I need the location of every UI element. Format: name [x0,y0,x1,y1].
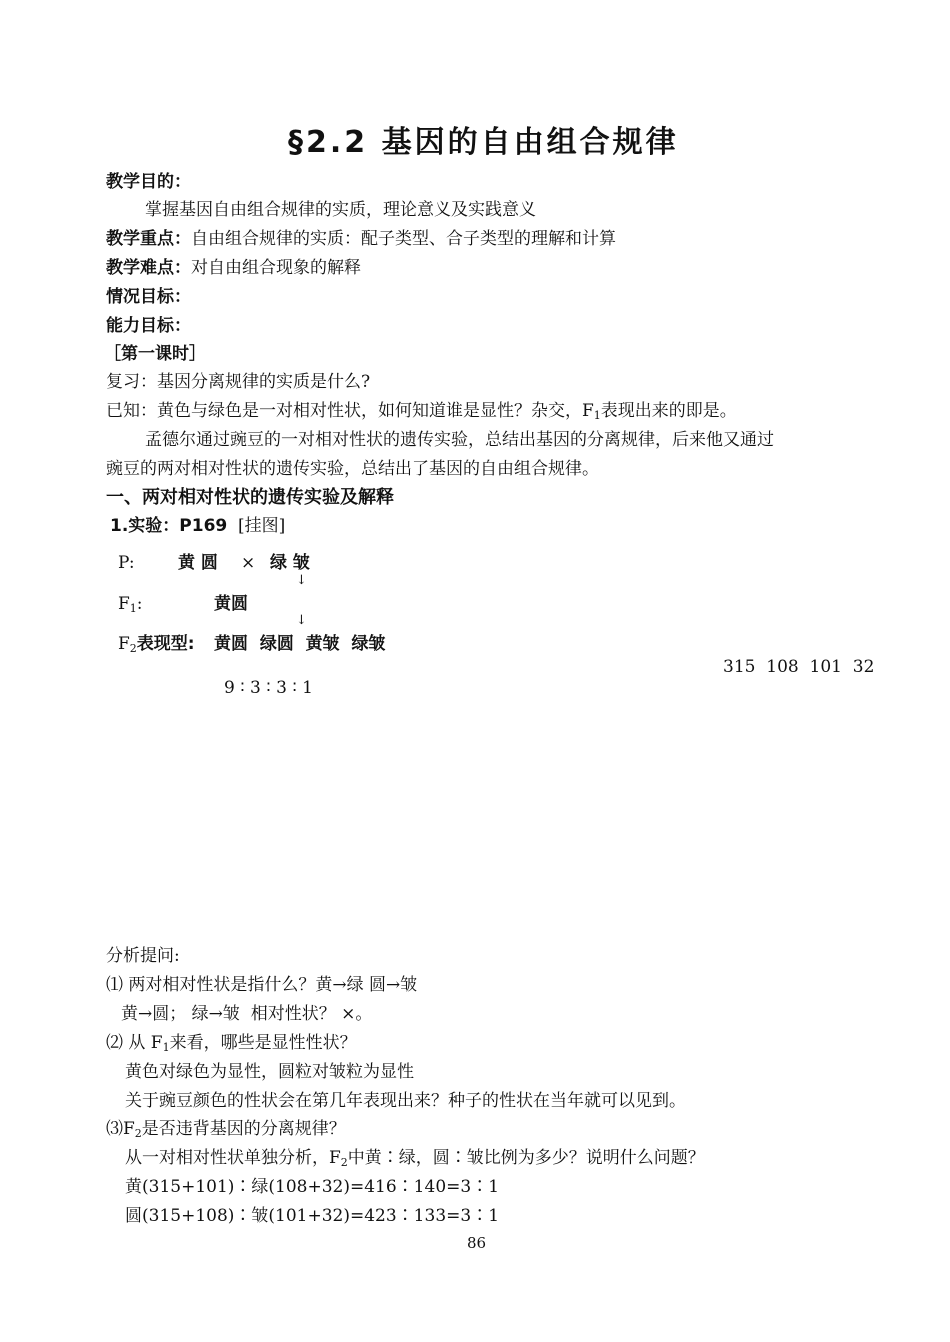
key-point-line [106,228,616,250]
cross-ratio: 9 ∶ 3 ∶ 3 ∶ 1 [224,678,313,698]
analysis-q2-answer-1: 黄色对绿色为显性，圆粒对皱粒为显性 [125,1062,414,1082]
f1-colon: : [136,594,143,614]
cross-f1-value: 黄圆 [214,594,248,614]
analysis-q2 [106,1032,357,1054]
page-number: 86 [467,1234,487,1252]
analysis-q1: ⑴ 两对相对性状是指什么？黄→绿 圆→皱 [106,975,418,995]
q3-answer-after: 中黄∶绿，圆∶皱比例为多少？说明什么问题？ [347,1148,705,1168]
cross-f2-label [118,633,195,655]
q2-text-after: 来看，哪些是显性性状？ [169,1033,357,1053]
arrow-down-icon: ↓ [296,613,307,628]
q3-text-after: 是否违背基因的分离规律？ [141,1119,346,1139]
lesson-heading: ［第一课时］ [104,344,206,364]
known-text-after: 表现出来的即是。 [600,401,737,421]
q3-answer-before: 从一对相对性状单独分析，F [125,1148,341,1168]
difficulty-text: 对自由组合现象的解释 [191,258,361,278]
affective-goal-label: 情况目标： [106,287,191,307]
analysis-q3-answer-1 [125,1147,705,1169]
analysis-q3-answer-2: 黄(315+101)∶绿(108+32)=416∶140=3∶1 [125,1177,500,1197]
known-subscript: 1 [593,409,601,422]
experiment-line [110,515,285,537]
f1-letter: F [118,594,130,614]
f1-subscript: 1 [129,602,137,615]
ability-goal-label: 能力目标： [106,316,191,336]
objectives-label: 教学目的： [106,172,191,192]
cross-f2-values: 黄圆 绿圆 黄皱 绿皱 [214,634,386,654]
q2-text-before: ⑵ 从 F [106,1033,163,1053]
cross-counts: 315 108 101 32 [723,657,875,677]
q3-subscript: 2 [134,1127,142,1140]
analysis-q1-answer: 黄→圆； 绿→皱 相对性状？ ×。 [121,1004,373,1024]
analysis-q3 [106,1118,346,1140]
f2-subscript: 2 [129,642,137,655]
analysis-heading: 分析提问: [106,946,180,966]
experiment-label: 1.实验：P169 [110,516,228,536]
experiment-note: [挂图] [238,516,286,536]
analysis-q2-answer-2: 关于豌豆颜色的性状会在第几年表现出来？种子的性状在当年就可以见到。 [125,1091,686,1111]
cross-p-label: P: [118,553,135,573]
cross-p-right: 绿 皱 [270,553,310,573]
q3-answer-subscript: 2 [340,1156,348,1169]
difficulty-label: 教学难点： [106,258,191,278]
key-point-text: 自由组合规律的实质：配子类型、合子类型的理解和计算 [191,229,616,249]
q3-text-before: ⑶F [106,1119,135,1139]
f2-letter: F [118,634,130,654]
intro-line-2: 豌豆的两对相对性状的遗传实验，总结出了基因的自由组合规律。 [106,459,599,479]
objectives-text: 掌握基因自由组合规律的实质，理论意义及实践意义 [145,200,536,220]
cross-f1-label [118,593,143,615]
cross-p-left: 黄 圆 [178,553,218,573]
key-point-label: 教学重点： [106,229,191,249]
intro-line-1: 孟德尔通过豌豆的一对相对性状的遗传实验，总结出基因的分离规律，后来他又通过 [145,430,774,450]
section-heading-1: 一、两对相对性状的遗传实验及解释 [106,487,394,508]
f2-phenotype-label: 表现型: [136,634,195,654]
known-line [106,400,737,422]
page-title: §2.2 基因的自由组合规律 [288,125,679,160]
cross-times: × [241,553,256,573]
known-text-before: 已知：黄色与绿色是一对相对性状，如何知道谁是显性？杂交，F [106,401,594,421]
q2-subscript: 1 [162,1041,170,1054]
analysis-q3-answer-3: 圆(315+108)∶皱(101+32)=423∶133=3∶1 [125,1206,500,1226]
review-line: 复习：基因分离规律的实质是什么? [106,372,371,392]
arrow-down-icon: ↓ [296,573,307,588]
difficulty-line [106,257,361,279]
